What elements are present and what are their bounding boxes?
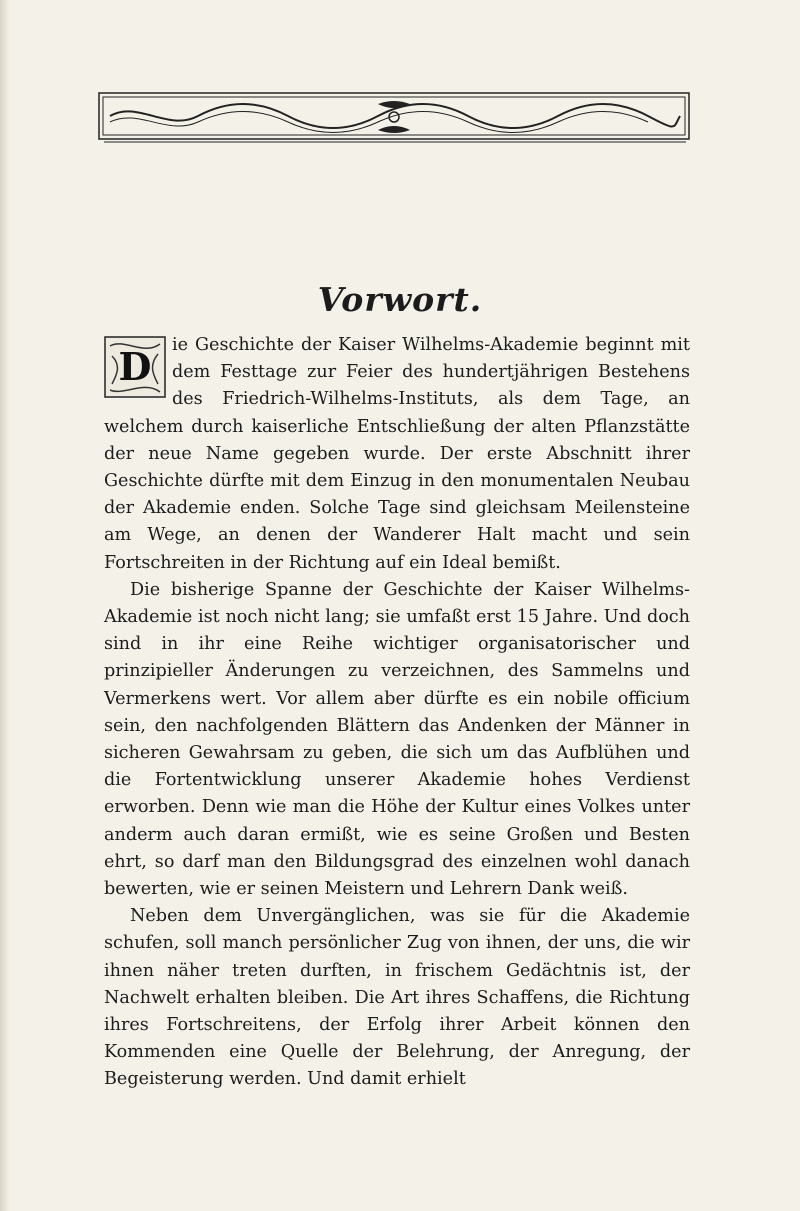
paragraph-3: Neben dem Unvergänglichen, was sie für die Akademie schufen, soll manch persönlicher Zug von ihnen, der uns, die wir ihnen näher treten durften, in frischem Gedächtnis ist, der Nachwelt erhalten bleiben. Die Art ihres Schaffens, die Richtung ihres Fortschreitens, der Erfolg ihrer Arbeit können den Kommenden eine Quelle der Belehrung, der Anregung, der Begeisterung werden. Und damit erhielt [104, 906, 690, 1090]
page-edge-shadow [0, 0, 10, 1211]
paragraph-1: ie Geschichte der Kaiser Wilhelms-Akademie beginnt mit dem Festtage zur Feier des hundertjährigen Bestehens des Friedrich-Wilhelms-Instituts, als dem Tage, an welchem durch kaiserliche Entschließung der alten Pflanzstätte der neue Name gegeben wurde. Der erste Abschnitt ihrer Geschichte dürfte mit dem Einzug in den monumentalen Neubau der Akademie enden. Solche Tage sind gleichsam Meilensteine am Wege, an denen der Wanderer Halt macht und sein Fortschreiten in der Richtung auf ein Ideal bemißt. [104, 335, 690, 573]
paragraph-2: Die bisherige Spanne der Geschichte der Kaiser Wilhelms-Akademie ist noch nicht lang; sie umfaßt erst 15 Jahre. Und doch sind in ihr eine Reihe wichtiger organisatorischer und prinzipieller Änderungen zu verzeichnen, des Sammelns und Vermerkens wert. Vor allem aber dürfte es ein nobile officium sein, den nachfolgenden Blättern das Andenken der Männer in sicheren Gewahrsam zu geben, die sich um das Aufblühen und die Fortentwicklung unserer Akademie hohes Verdienst erworben. Denn wie man die Höhe der Kultur eines Volkes unter anderm auch daran ermißt, wie es seine Großen und Besten ehrt, so darf man den Bildungsgrad des einzelnen wohl danach bewerten, wie er seinen Meistern und Lehrern Dank weiß. [104, 579, 690, 900]
page-title: Vorwort. [317, 280, 483, 319]
svg-text:D: D [118, 344, 152, 389]
header-ornament [98, 92, 690, 146]
body-text [104, 332, 690, 1094]
